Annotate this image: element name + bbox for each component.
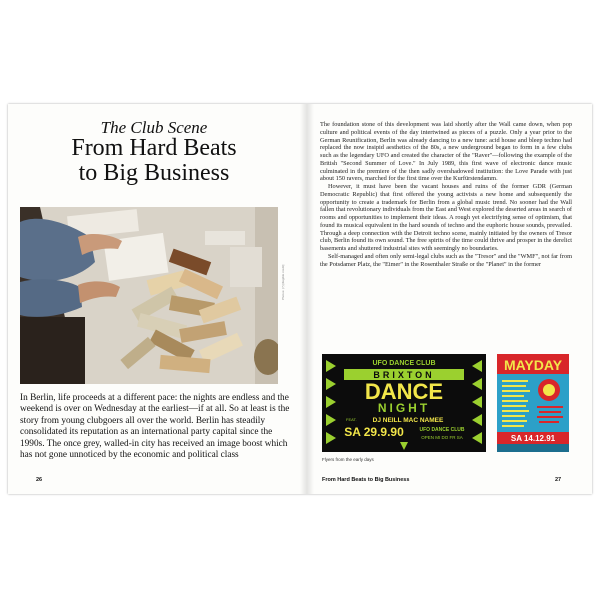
flyer-dj: DJ NEILL MAC NAMEE [372, 417, 444, 424]
book-gutter [300, 104, 314, 494]
running-footer-title: From Hard Beats to Big Business [322, 477, 410, 483]
body-paragraph-2: However, it must have been the vacant houses and ruins of the former GDR (German Democratic Republic) that first offered the young activists a new home and subsequently the opportunity to create a trademark for Berlin from a global music trend. No sooner had the Wall fallen that revolutionary individuals from the East and West explored the deserted areas in search of rooms and opportunities to implement their ideas. A rough yet electrifying sense of optimism, that found its musical equivalent in the hard sounds of techno and the euphoric house sounds, prevailed. Through a deep connection with the Detroit techno scene, mainly initiated by the owners of Tresor club, Berlin found its own sound. The free spirits of the time could thrive and prosper in the derelict basements and shuttered industrial sites with seemingly no boundaries. [320, 183, 572, 252]
flyer-ufo-top: UFO DANCE CLUB [372, 360, 436, 367]
article-body [320, 121, 572, 268]
flyer-mayday-title: MAYDAY [503, 357, 563, 373]
body-paragraph-3: Self-managed and often only semi-legal clubs such as the "Tresor" and the "WMF", not far from the Potsdamer Platz, the "Eimer" in the Rosenthaler Straße or the "Planet" in the former [320, 252, 572, 268]
section-kicker: The Club Scene [100, 118, 208, 137]
body-paragraph-1: The foundation stone of this development was laid shortly after the Wall came down, when pop culture and political events of the day intertwined as pieces of a puzzle. Only a year prior to the German Reunification, Berlin was already dancing to a new tune: acid house and bleep techno had replaced the now insipid aesthetics of the 80s, a new underground began to form in a few clubs such as the legendary UFO and created the character of the "Raver"—following the example of the British "Second Summer of Love." In July 1989, this first wave of electronic dance music culminated in the premiere of the then sadly overshadowed institution: the Love Parade with just about 150 ravers, marched for the first time over the Kurfürstendamm. [320, 121, 572, 183]
flyer-night: NIGHT [377, 401, 431, 415]
club-cashier-photo [20, 207, 278, 384]
photo-credit: Photos: (?) [illegible credit] [281, 264, 285, 300]
headline-line-1: From Hard Beats [71, 135, 237, 161]
flyer-open: OPEN MI DO FR SA [421, 435, 463, 440]
headline-line-2: to Big Business [78, 160, 230, 186]
mayday-flyer [497, 354, 569, 452]
intro-paragraph [20, 393, 290, 461]
page-headline [20, 136, 288, 186]
flyer-date: SA 29.9.90 [344, 425, 404, 439]
ufo-brixton-flyer [322, 354, 486, 452]
left-page-number: 26 [36, 477, 43, 483]
intro-text: In Berlin, life proceeds at a different pace: the nights are endless and the weekend is over on Wednesday at the earliest—if at all. So at least is the story from young clubgoers all over the world. Berlin has steadily consolidated its reputation as an international party capital since the 1990s. The once grey, walled-in city has received an image boost which has not gone unnoticed by the economic and political class [20, 393, 290, 461]
flyer-mayday-date: SA 14.12.91 [510, 434, 556, 443]
flyer-brixton: BRIXTON [373, 370, 435, 380]
flyer-feat: FEAT. [346, 417, 357, 422]
right-page-number: 27 [555, 477, 562, 483]
flyers-caption: Flyers from the early days [322, 457, 374, 462]
flyer-club: UFO DANCE CLUB [419, 427, 465, 433]
flyer-dance: DANCE [364, 379, 444, 404]
